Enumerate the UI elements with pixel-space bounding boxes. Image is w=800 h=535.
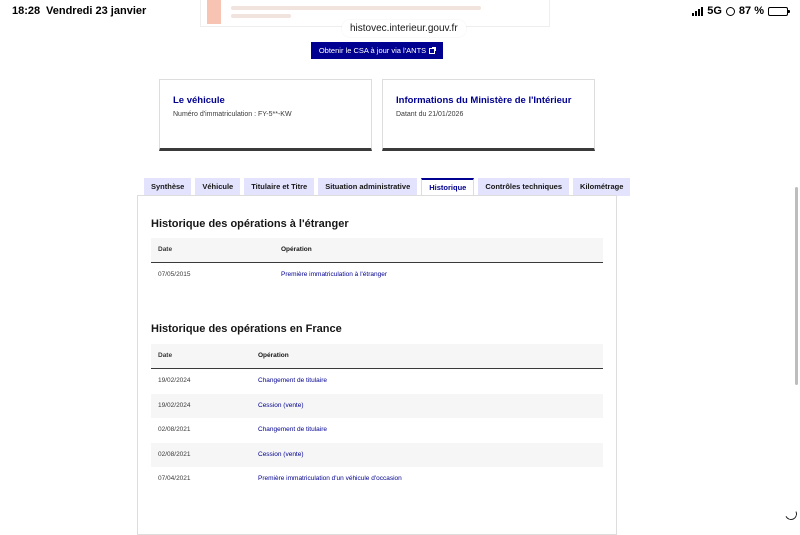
tab-vehicule[interactable]: Véhicule xyxy=(195,178,240,196)
rotation-lock-icon xyxy=(726,7,735,16)
get-csa-label: Obtenir le CSA à jour via l'ANTS xyxy=(318,46,427,55)
registration-number: Numéro d'immatriculation : FY-5**-KW xyxy=(173,111,292,118)
row-operation-link[interactable]: Changement de titulaire xyxy=(258,426,328,433)
tab-controles[interactable]: Contrôles techniques xyxy=(478,178,569,196)
table-row xyxy=(151,467,603,492)
battery-icon xyxy=(768,7,788,16)
row-operation-link[interactable]: Première immatriculation d'un véhicule d'occasion xyxy=(258,475,402,482)
table-row xyxy=(151,443,603,468)
table-row xyxy=(151,394,603,419)
url-bar[interactable]: histovec.interieur.gouv.fr xyxy=(342,20,466,37)
row-date: 07/04/2021 xyxy=(158,475,191,482)
france-history-table xyxy=(151,344,603,492)
ministry-card-title: Informations du Ministère de l'Intérieur xyxy=(396,95,572,106)
tab-synthese[interactable]: Synthèse xyxy=(144,178,191,196)
battery-percent: 87 % xyxy=(738,5,764,17)
foreign-history-table xyxy=(151,238,603,288)
table-header xyxy=(151,344,603,369)
tab-situation[interactable]: Situation administrative xyxy=(318,178,417,196)
network-type: 5G xyxy=(707,5,722,17)
table-row xyxy=(151,369,603,394)
status-indicators xyxy=(692,5,788,17)
loading-spinner-icon xyxy=(783,506,798,521)
table-header xyxy=(151,238,603,263)
row-date: 02/08/2021 xyxy=(158,426,191,433)
ministry-card-date: Datant du 21/01/2026 xyxy=(396,111,464,118)
row-date: 07/05/2015 xyxy=(158,271,191,278)
tab-titulaire[interactable]: Titulaire et Titre xyxy=(244,178,314,196)
foreign-history-title: Historique des opérations à l'étranger xyxy=(151,218,349,230)
ministry-info-card xyxy=(382,79,595,151)
row-operation-link[interactable]: Changement de titulaire xyxy=(258,377,328,384)
table-row xyxy=(151,263,603,288)
row-date: 19/02/2024 xyxy=(158,401,191,409)
row-date: 02/08/2021 xyxy=(158,450,191,458)
vehicle-card-title: Le véhicule xyxy=(173,95,225,106)
row-date: 19/02/2024 xyxy=(158,377,191,384)
tab-bar xyxy=(144,178,630,196)
row-operation-link[interactable]: Cession (vente) xyxy=(258,450,304,458)
signal-icon xyxy=(692,7,703,16)
row-operation-link[interactable]: Première immatriculation à l'étranger xyxy=(281,271,388,278)
vehicle-card xyxy=(159,79,372,151)
column-header-operation: Opération xyxy=(258,352,289,359)
row-operation-link[interactable]: Cession (vente) xyxy=(258,401,304,409)
table-row xyxy=(151,418,603,443)
column-header-date: Date xyxy=(158,246,173,253)
france-history-title: Historique des opérations en France xyxy=(151,323,342,335)
status-time: 18:28 xyxy=(12,5,41,17)
external-link-icon xyxy=(429,48,435,54)
status-date: Vendredi 23 janvier xyxy=(46,5,147,17)
get-csa-button[interactable] xyxy=(311,42,443,59)
tab-historique[interactable]: Historique xyxy=(421,178,474,196)
scrollbar[interactable] xyxy=(795,187,798,385)
column-header-operation: Opération xyxy=(281,246,312,253)
column-header-date: Date xyxy=(158,352,173,359)
tab-kilometrage[interactable]: Kilométrage xyxy=(573,178,630,196)
